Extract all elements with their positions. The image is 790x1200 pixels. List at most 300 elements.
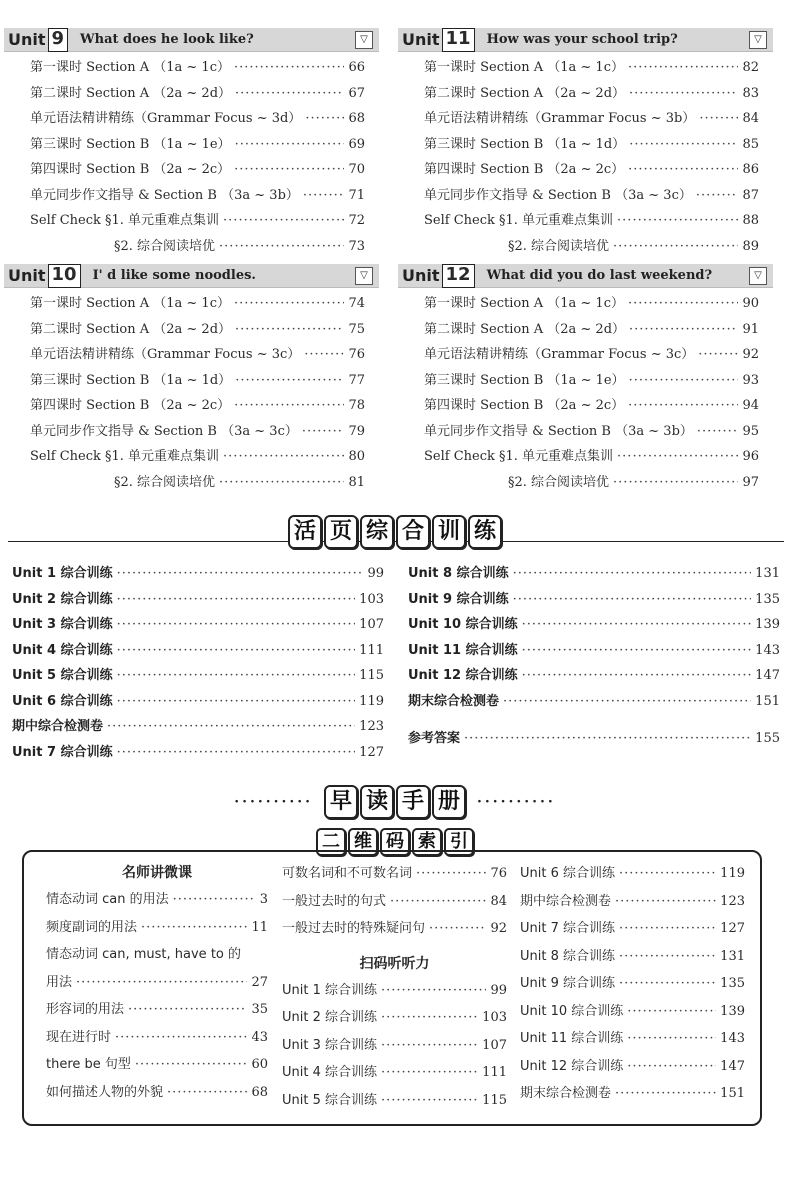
- toc-entry-label: 第二课时 Section A （2a ~ 2d）: [30, 321, 232, 337]
- dot-leader: [234, 162, 344, 177]
- toc-entry-page: 93: [742, 372, 759, 388]
- banner-char: 索: [412, 828, 442, 856]
- banner-char: 维: [348, 828, 378, 856]
- unit-toc-list: [4, 292, 379, 496]
- toc-entry[interactable]: [398, 82, 773, 108]
- toc-entry-label: 第一课时 Section A （1a ~ 1c）: [30, 296, 230, 311]
- toc-entry[interactable]: [12, 588, 384, 614]
- toc-entry-label: 第三课时 Section B （1a ~ 1d）: [424, 136, 626, 152]
- unit-title: How was your school trip?: [486, 32, 678, 47]
- toc-entry[interactable]: [398, 343, 773, 369]
- toc-entry-page: 151: [755, 693, 780, 709]
- dot-leader: [429, 921, 486, 936]
- toc-entry-page: 115: [359, 668, 384, 683]
- toc-entry[interactable]: [12, 562, 384, 588]
- dot-leader: [381, 1065, 478, 1080]
- toc-entry-label: 第三课时 Section B （1a ~ 1e）: [30, 136, 231, 152]
- toc-entry-label: 第一课时 Section A （1a ~ 1c）: [30, 60, 230, 75]
- toc-entry-page: 71: [348, 187, 365, 203]
- toc-entry[interactable]: [12, 664, 384, 690]
- expand-caret-icon[interactable]: ▽: [749, 31, 767, 49]
- toc-entry[interactable]: [46, 998, 268, 1026]
- dot-leader: [628, 398, 738, 413]
- toc-entry-page: 72: [348, 213, 365, 228]
- banner-char: 早: [324, 785, 358, 819]
- toc-entry-label: 单元同步作文指导 & Section B （3a ~ 3b）: [30, 187, 299, 203]
- toc-entry-label: Unit 12 综合训练: [408, 668, 518, 683]
- dot-leader: [513, 566, 752, 581]
- dot-leader: [76, 975, 247, 990]
- toc-entry[interactable]: [408, 613, 780, 639]
- toc-entry-page: 83: [742, 85, 759, 101]
- toc-entry-page: 131: [720, 948, 745, 964]
- toc-entry-label: Unit 11 综合训练: [520, 1031, 624, 1046]
- toc-entry[interactable]: [398, 292, 773, 318]
- toc-entry-page: 68: [251, 1084, 268, 1100]
- toc-entry-page: 111: [482, 1065, 507, 1080]
- dot-leader: [117, 617, 356, 632]
- unit-toc-list: [398, 56, 773, 260]
- dot-leader: [629, 137, 738, 152]
- dot-leader: [416, 866, 486, 881]
- dot-leader: [135, 1057, 248, 1072]
- toc-entry[interactable]: [398, 158, 773, 184]
- unit-header: [398, 28, 773, 52]
- dot-leader: [629, 373, 739, 388]
- toc-entry[interactable]: [408, 639, 780, 665]
- toc-entry-page: 74: [348, 296, 365, 311]
- toc-entry-label: Self Check §1. 单元重难点集训: [30, 449, 220, 464]
- dot-leader: [696, 188, 739, 203]
- unit-number: 11: [442, 28, 475, 52]
- toc-entry[interactable]: [282, 979, 507, 1007]
- banner-char: 引: [444, 828, 474, 856]
- dot-leader: [617, 449, 738, 464]
- toc-entry[interactable]: [408, 727, 780, 753]
- dot-leader: [619, 866, 716, 881]
- toc-entry[interactable]: [520, 1000, 745, 1028]
- dot-leader: [698, 347, 738, 362]
- dot-leader: [619, 976, 716, 991]
- toc-entry-label: Unit 6 综合训练: [12, 693, 113, 709]
- banner-char: 二: [316, 828, 346, 856]
- qr-section-title: 扫码听听力: [359, 955, 430, 972]
- toc-entry-label: Unit 7 综合训练: [12, 744, 113, 760]
- toc-entry-page: 66: [348, 60, 365, 75]
- toc-entry[interactable]: [520, 945, 745, 973]
- toc-entry-label: 单元语法精讲精练（Grammar Focus ~ 3b）: [424, 111, 696, 126]
- toc-entry-label: 第四课时 Section B （2a ~ 2c）: [30, 398, 231, 413]
- toc-entry-page: 147: [755, 668, 780, 683]
- dot-leader: [117, 592, 356, 607]
- toc-entry-page: 76: [348, 347, 365, 362]
- toc-entry[interactable]: [4, 133, 379, 159]
- toc-entry[interactable]: [520, 862, 745, 890]
- toc-entry-label: Unit 9 综合训练: [408, 591, 509, 607]
- toc-entry-page: 103: [359, 591, 384, 607]
- dot-leader: [613, 475, 738, 490]
- toc-entry-page: 35: [251, 1002, 268, 1017]
- toc-entry-page: 92: [490, 921, 507, 936]
- dot-leader: [235, 86, 344, 101]
- toc-entry[interactable]: [12, 741, 384, 767]
- toc-entry-page: 81: [348, 474, 365, 490]
- toc-entry-page: 84: [742, 111, 759, 126]
- toc-entry-label: Unit 12 综合训练: [520, 1058, 624, 1074]
- dot-leader: [503, 694, 751, 709]
- toc-entry[interactable]: [398, 235, 773, 261]
- toc-entry[interactable]: [520, 1027, 745, 1055]
- toc-entry-page: 135: [755, 591, 780, 607]
- toc-entry-page: 99: [367, 566, 384, 581]
- toc-entry[interactable]: [4, 394, 379, 420]
- dot-leader: [117, 566, 364, 581]
- toc-entry[interactable]: [282, 1034, 507, 1062]
- dot-leader: [629, 322, 738, 337]
- dot-leader: [522, 643, 752, 658]
- toc-entry-label: 期末综合检测卷: [520, 1086, 612, 1101]
- toc-entry[interactable]: [12, 715, 384, 741]
- toc-entry-page: 79: [348, 423, 365, 439]
- toc-entry[interactable]: [4, 292, 379, 318]
- expand-caret-icon[interactable]: ▽: [355, 267, 373, 285]
- toc-entry[interactable]: [398, 420, 773, 446]
- qr-section-title: 名师讲微课: [122, 865, 192, 881]
- toc-entry-label: 单元同步作文指导 & Section B （3a ~ 3c）: [30, 423, 298, 439]
- toc-entry-label: 现在进行时: [46, 1029, 112, 1045]
- toc-entry[interactable]: [282, 1006, 507, 1034]
- dot-leader: [304, 347, 344, 362]
- toc-entry[interactable]: [46, 1026, 268, 1054]
- toc-entry-page: 107: [359, 617, 384, 632]
- toc-entry[interactable]: [282, 1089, 507, 1117]
- toc-entry[interactable]: [46, 971, 268, 999]
- dot-leader: [381, 983, 486, 998]
- toc-entry[interactable]: [12, 690, 384, 716]
- toc-entry-label: Unit 2 综合训练: [282, 1010, 377, 1025]
- toc-entry[interactable]: [282, 890, 507, 918]
- toc-entry-label: 一般过去时的句式: [282, 893, 387, 909]
- toc-entry-page: 123: [720, 893, 745, 909]
- dot-leader: [117, 643, 356, 658]
- toc-entry-page: 107: [482, 1037, 507, 1053]
- toc-entry-page: 77: [348, 372, 365, 388]
- dot-leader: [615, 1086, 716, 1101]
- banner-char: 读: [360, 785, 394, 819]
- toc-entry-page: 88: [742, 213, 759, 228]
- toc-entry-label: 用法: [46, 974, 73, 990]
- toc-entry-page: 111: [359, 642, 384, 658]
- dot-leader: [628, 162, 738, 177]
- toc-entry[interactable]: [12, 639, 384, 665]
- dot-leader: [219, 239, 344, 254]
- toc-entry-page: 119: [720, 866, 745, 881]
- toc-entry-label: 一般过去时的特殊疑问句: [282, 921, 426, 936]
- toc-entry[interactable]: [398, 445, 773, 471]
- toc-entry[interactable]: [520, 1055, 745, 1083]
- toc-entry-page: 91: [742, 321, 759, 337]
- toc-entry-page: 143: [755, 642, 780, 658]
- toc-entry-page: 11: [251, 919, 268, 935]
- dot-leader: [627, 1059, 716, 1074]
- toc-entry[interactable]: [398, 394, 773, 420]
- toc-entry-label: 期末综合检测卷: [408, 693, 500, 709]
- toc-entry[interactable]: [282, 1061, 507, 1089]
- toc-entry-label: Unit 1 综合训练: [12, 566, 113, 581]
- toc-entry-label: Unit 7 综合训练: [520, 921, 615, 936]
- toc-entry[interactable]: [4, 107, 379, 133]
- toc-entry-label: Self Check §1. 单元重难点集训: [30, 213, 220, 228]
- dot-leader: [128, 1002, 247, 1017]
- toc-entry-label: 第二课时 Section A （2a ~ 2d）: [424, 321, 626, 337]
- banner-char: 练: [468, 515, 502, 549]
- toc-entry[interactable]: [398, 133, 773, 159]
- toc-entry-page: 60: [251, 1057, 268, 1072]
- toc-entry[interactable]: [46, 916, 268, 944]
- dot-leader: [613, 239, 738, 254]
- toc-entry[interactable]: [282, 917, 507, 945]
- dot-leader: [223, 449, 344, 464]
- qr-listening: [282, 862, 507, 1116]
- dot-ornament: ··········: [234, 794, 313, 810]
- toc-entry-label: Unit 9 综合训练: [520, 976, 615, 991]
- toc-entry-page: 119: [359, 693, 384, 709]
- dot-leader: [390, 894, 486, 909]
- toc-entry-page: 127: [720, 921, 745, 936]
- dot-leader: [117, 668, 356, 683]
- qr-micro-lessons: [46, 862, 268, 1108]
- toc-entry-label: Unit 11 综合训练: [408, 642, 518, 658]
- toc-entry-page: 70: [348, 162, 365, 177]
- toc-entry-label: Unit 6 综合训练: [520, 866, 615, 881]
- toc-entry-page: 143: [720, 1031, 745, 1046]
- banner-char: 码: [380, 828, 410, 856]
- toc-entry[interactable]: [398, 56, 773, 82]
- live-practice-left-list: [12, 562, 384, 766]
- toc-entry-label: Unit 10 综合训练: [520, 1003, 624, 1019]
- dot-leader: [629, 86, 738, 101]
- toc-entry-page: 73: [348, 238, 365, 254]
- banner-char: 册: [432, 785, 466, 819]
- dot-leader: [235, 322, 344, 337]
- toc-entry[interactable]: [46, 943, 268, 971]
- toc-entry-label: §2. 综合阅读培优: [508, 238, 610, 254]
- dot-leader: [305, 111, 344, 126]
- toc-entry-page: 75: [348, 321, 365, 337]
- toc-entry[interactable]: [4, 56, 379, 82]
- toc-entry-label: Unit 8 综合训练: [520, 948, 615, 964]
- toc-entry-label: 第一课时 Section A （1a ~ 1c）: [424, 60, 624, 75]
- toc-entry-page: 127: [359, 744, 384, 760]
- dot-leader: [117, 745, 356, 760]
- dot-leader: [107, 719, 355, 734]
- dot-leader: [628, 296, 738, 311]
- toc-entry-page: 82: [742, 60, 759, 75]
- toc-entry-label: Self Check §1. 单元重难点集训: [424, 449, 614, 464]
- unit-header: [398, 264, 773, 288]
- toc-entry-label: 情态动词 can, must, have to 的: [46, 947, 242, 962]
- dot-leader: [234, 398, 344, 413]
- dot-leader: [381, 1010, 478, 1025]
- toc-entry[interactable]: [398, 209, 773, 235]
- toc-entry-page: 103: [482, 1010, 507, 1025]
- toc-entry-label: §2. 综合阅读培优: [114, 238, 216, 254]
- toc-entry-page: 67: [348, 85, 365, 101]
- toc-entry[interactable]: [398, 107, 773, 133]
- toc-entry[interactable]: [398, 184, 773, 210]
- unit-11-section: [398, 28, 773, 260]
- toc-entry-page: 85: [742, 136, 759, 152]
- toc-entry-page: 96: [742, 449, 759, 464]
- toc-entry[interactable]: [520, 972, 745, 1000]
- dot-leader: [627, 1004, 716, 1019]
- toc-entry-page: 80: [348, 449, 365, 464]
- toc-entry-label: 单元同步作文指导 & Section B （3a ~ 3b）: [424, 423, 693, 439]
- dot-leader: [513, 592, 752, 607]
- toc-entry-label: Unit 4 综合训练: [12, 642, 113, 658]
- toc-entry[interactable]: [4, 158, 379, 184]
- toc-entry-page: 86: [742, 162, 759, 177]
- toc-entry[interactable]: [4, 82, 379, 108]
- dot-leader: [223, 213, 344, 228]
- toc-entry-label: 第三课时 Section B （1a ~ 1e）: [424, 372, 625, 388]
- toc-entry[interactable]: [520, 917, 745, 945]
- toc-entry[interactable]: [4, 318, 379, 344]
- toc-entry[interactable]: [398, 471, 773, 497]
- toc-entry-page: 135: [720, 976, 745, 991]
- dot-leader: [697, 424, 739, 439]
- toc-entry-label: Unit 1 综合训练: [282, 982, 377, 998]
- toc-entry[interactable]: [46, 1081, 268, 1109]
- dot-leader: [381, 1038, 478, 1053]
- toc-entry-page: 147: [720, 1058, 745, 1074]
- toc-entry-label: 第二课时 Section A （2a ~ 2d）: [424, 85, 626, 101]
- dot-leader: [522, 617, 752, 632]
- toc-entry-label: 期中综合检测卷: [520, 893, 612, 909]
- toc-entry-label: 情态动词 can 的用法: [46, 892, 169, 907]
- toc-entry-label: Unit 2 综合训练: [12, 591, 113, 607]
- dot-leader: [167, 1085, 247, 1100]
- toc-entry[interactable]: [4, 420, 379, 446]
- toc-entry-label: 第四课时 Section B （2a ~ 2c）: [424, 398, 625, 413]
- toc-entry[interactable]: [520, 1082, 745, 1110]
- toc-entry-page: 84: [490, 893, 507, 909]
- unit-10-section: [4, 264, 379, 496]
- dot-leader: [464, 731, 751, 746]
- toc-entry-page: 155: [755, 731, 780, 746]
- toc-entry-page: 69: [348, 136, 365, 152]
- toc-entry[interactable]: [282, 862, 507, 890]
- expand-caret-icon[interactable]: ▽: [749, 267, 767, 285]
- dot-leader: [219, 475, 344, 490]
- banner-char: 手: [396, 785, 430, 819]
- unit-number: 9: [48, 28, 69, 52]
- dot-leader: [234, 60, 344, 75]
- dot-leader: [235, 373, 344, 388]
- qr-units: [520, 862, 745, 1110]
- toc-entry[interactable]: [46, 888, 268, 916]
- dot-leader: [522, 668, 752, 683]
- toc-entry[interactable]: [4, 235, 379, 261]
- toc-entry-label: 单元同步作文指导 & Section B （3a ~ 3c）: [424, 187, 692, 203]
- toc-entry-label: 第四课时 Section B （2a ~ 2c）: [424, 162, 625, 177]
- toc-entry-page: 43: [251, 1029, 268, 1045]
- toc-entry[interactable]: [4, 209, 379, 235]
- toc-entry[interactable]: [398, 369, 773, 395]
- toc-entry-label: 第四课时 Section B （2a ~ 2c）: [30, 162, 231, 177]
- toc-entry-page: 97: [742, 474, 759, 490]
- toc-entry-label: 单元语法精讲精练（Grammar Focus ~ 3c）: [424, 347, 695, 362]
- toc-entry-page: 3: [259, 892, 268, 907]
- banner-char: 综: [360, 515, 394, 549]
- toc-entry[interactable]: [46, 1053, 268, 1081]
- toc-entry-page: 131: [755, 566, 780, 581]
- toc-entry-label: 如何描述人物的外貌: [46, 1084, 164, 1100]
- toc-entry[interactable]: [408, 690, 780, 716]
- toc-entry[interactable]: [12, 613, 384, 639]
- unit-title: What does he look like?: [80, 32, 254, 47]
- dot-ornament: ··········: [477, 794, 556, 810]
- unit-header: [4, 264, 379, 288]
- unit-word: Unit: [8, 30, 46, 49]
- toc-entry-label: Unit 8 综合训练: [408, 566, 509, 581]
- toc-entry-label: 期中综合检测卷: [12, 719, 104, 734]
- toc-entry[interactable]: [4, 445, 379, 471]
- dot-leader: [699, 111, 738, 126]
- dot-leader: [234, 296, 344, 311]
- toc-entry-page: 139: [755, 617, 780, 632]
- toc-entry[interactable]: [520, 890, 745, 918]
- unit-title: I' d like some noodles.: [92, 268, 256, 283]
- dot-leader: [619, 949, 716, 964]
- expand-caret-icon[interactable]: ▽: [355, 31, 373, 49]
- toc-entry-label: 参考答案: [408, 731, 461, 746]
- dot-leader: [235, 137, 345, 152]
- dot-leader: [302, 424, 345, 439]
- toc-entry-label: 第二课时 Section A （2a ~ 2d）: [30, 85, 232, 101]
- toc-entry-page: 123: [359, 719, 384, 734]
- toc-entry[interactable]: [4, 471, 379, 497]
- toc-entry-label: §2. 综合阅读培优: [114, 474, 216, 490]
- unit-number: 10: [48, 264, 81, 288]
- toc-entry-page: 78: [348, 398, 365, 413]
- dot-leader: [381, 1093, 478, 1108]
- toc-entry-page: 76: [490, 866, 507, 881]
- banner-char: 训: [432, 515, 466, 549]
- toc-entry[interactable]: [408, 664, 780, 690]
- unit-number: 12: [442, 264, 475, 288]
- dot-leader: [117, 694, 356, 709]
- toc-entry[interactable]: [4, 343, 379, 369]
- toc-entry-page: 27: [251, 974, 268, 990]
- unit-toc-list: [398, 292, 773, 496]
- dot-leader: [619, 921, 716, 936]
- dot-leader: [615, 894, 716, 909]
- toc-entry[interactable]: [408, 715, 780, 727]
- toc-entry-label: Unit 10 综合训练: [408, 617, 518, 632]
- toc-entry[interactable]: [408, 588, 780, 614]
- unit-12-section: [398, 264, 773, 496]
- toc-entry-label: 单元语法精讲精练（Grammar Focus ~ 3d）: [30, 111, 302, 126]
- toc-entry-page: 99: [490, 982, 507, 998]
- toc-entry-page: 115: [482, 1092, 507, 1108]
- toc-entry[interactable]: [408, 562, 780, 588]
- toc-entry[interactable]: [398, 318, 773, 344]
- toc-entry-label: 单元语法精讲精练（Grammar Focus ~ 3c）: [30, 347, 301, 362]
- toc-entry[interactable]: [4, 184, 379, 210]
- toc-entry[interactable]: [4, 369, 379, 395]
- banner-char: 合: [396, 515, 430, 549]
